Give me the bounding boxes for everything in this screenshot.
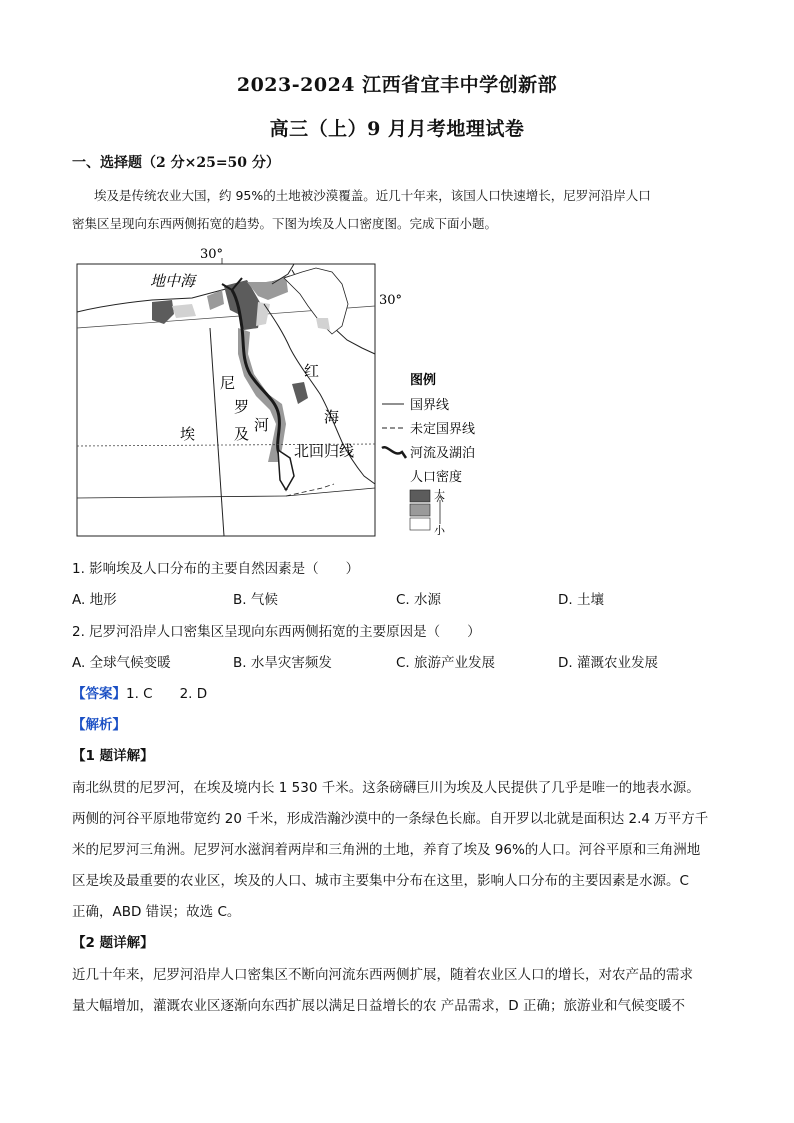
question-2-option-c: C. 旅游产业发展 — [396, 655, 496, 671]
legend-swatch-high — [410, 490, 430, 502]
legend-undefined-label: 未定国界线 — [410, 422, 476, 437]
legend-river-label: 河流及湖泊 — [410, 446, 476, 461]
detail-2-line-1: 近几十年来，尼罗河沿岸人口密集区不断向河流东西两侧扩展，随着农业区人口的增长，对农产品的需求 — [72, 967, 693, 983]
label-nile-2: 罗 — [234, 398, 250, 416]
detail-1-line-3: 米的尼罗河三角洲。尼罗河水滋润着两岸和三角洲的土地，养育了埃及 96%的人口。河谷平原和三角洲地 — [72, 842, 701, 858]
question-1-option-a: A. 地形 — [72, 592, 117, 608]
legend-swatch-mid — [410, 504, 430, 516]
question-2-option-d: D. 灌溉农业发展 — [558, 655, 658, 671]
section-heading: 一、选择题（2 分×25=50 分） — [72, 155, 280, 171]
question-2-option-a: A. 全球气候变暖 — [72, 655, 171, 671]
label-red-1: 红 — [304, 362, 320, 380]
intro-line-2: 密集区呈现向东西两侧拓宽的趋势。下图为埃及人口密度图。完成下面小题。 — [72, 216, 498, 231]
question-1-stem: 1. 影响埃及人口分布的主要自然因素是（ ） — [72, 561, 360, 577]
label-mediterranean: 地中海 — [150, 272, 196, 290]
legend-high-label: 大 — [434, 488, 445, 501]
lat-right-label: 30° — [379, 293, 403, 308]
answer-label: 【答案】 — [72, 686, 126, 702]
legend-border-label: 国界线 — [410, 398, 450, 413]
egypt-population-density-map — [72, 244, 502, 544]
legend-density-label: 人口密度 — [410, 470, 463, 485]
question-1-option-b: B. 气候 — [233, 592, 278, 608]
detail-1-label: 【1 题详解】 — [72, 748, 154, 764]
label-egypt-1: 埃 — [180, 425, 196, 443]
detail-1-line-4: 区是埃及最重要的农业区，埃及的人口、城市主要集中分布在这里，影响人口分布的主要因素是水源。C — [72, 873, 689, 889]
legend-title: 图例 — [410, 373, 437, 388]
lat-top-label: 30° — [200, 247, 224, 262]
detail-1-line-1: 南北纵贯的尼罗河，在埃及境内长 1 530 千米。这条磅礴巨川为埃及人民提供了几乎是唯一的地表水源。 — [72, 780, 700, 796]
question-2-option-b: B. 水旱灾害频发 — [233, 655, 332, 671]
legend-river-symbol — [382, 447, 406, 458]
density-patch-low — [172, 304, 196, 318]
detail-1-line-2: 两侧的河谷平原地带宽约 20 千米，形成浩瀚沙漠中的一条绿色长廊。自开罗以北就是面积达 2.4 万平方千 — [72, 811, 709, 827]
answer-text: 1. C 2. D — [126, 686, 208, 702]
question-1-option-d: D. 土壤 — [558, 592, 604, 608]
legend-swatch-low — [410, 518, 430, 530]
label-nile-3: 河 — [254, 416, 270, 434]
legend-low-label: 小 — [434, 524, 445, 537]
detail-2-label: 【2 题详解】 — [72, 935, 154, 951]
question-2-stem: 2. 尼罗河沿岸人口密集区呈现向东西两侧拓宽的主要原因是（ ） — [72, 624, 481, 640]
detail-2-line-2: 量大幅增加，灌溉农业区逐渐向东西扩展以满足日益增长的农 产品需求，D 正确；旅游业和气候变暖不 — [72, 998, 685, 1014]
label-egypt-2: 及 — [234, 425, 250, 443]
detail-1-line-5: 正确，ABD 错误；故选 C。 — [72, 904, 241, 920]
label-tropic: 北回归线 — [294, 442, 355, 460]
intro-line-1: 埃及是传统农业大国，约 95%的土地被沙漠覆盖。近几十年来，该国人口快速增长，尼罗河沿岸人口 — [94, 188, 651, 203]
label-red-2: 海 — [324, 408, 340, 426]
question-1-option-c: C. 水源 — [396, 592, 442, 608]
title-line-2: 高三（上）9 月月考地理试卷 — [269, 118, 525, 140]
title-line-1: 2023-2024 江西省宜丰中学创新部 — [236, 74, 558, 96]
analysis-label: 【解析】 — [72, 717, 126, 733]
label-nile-1: 尼 — [220, 374, 236, 392]
answer-line — [72, 682, 207, 702]
